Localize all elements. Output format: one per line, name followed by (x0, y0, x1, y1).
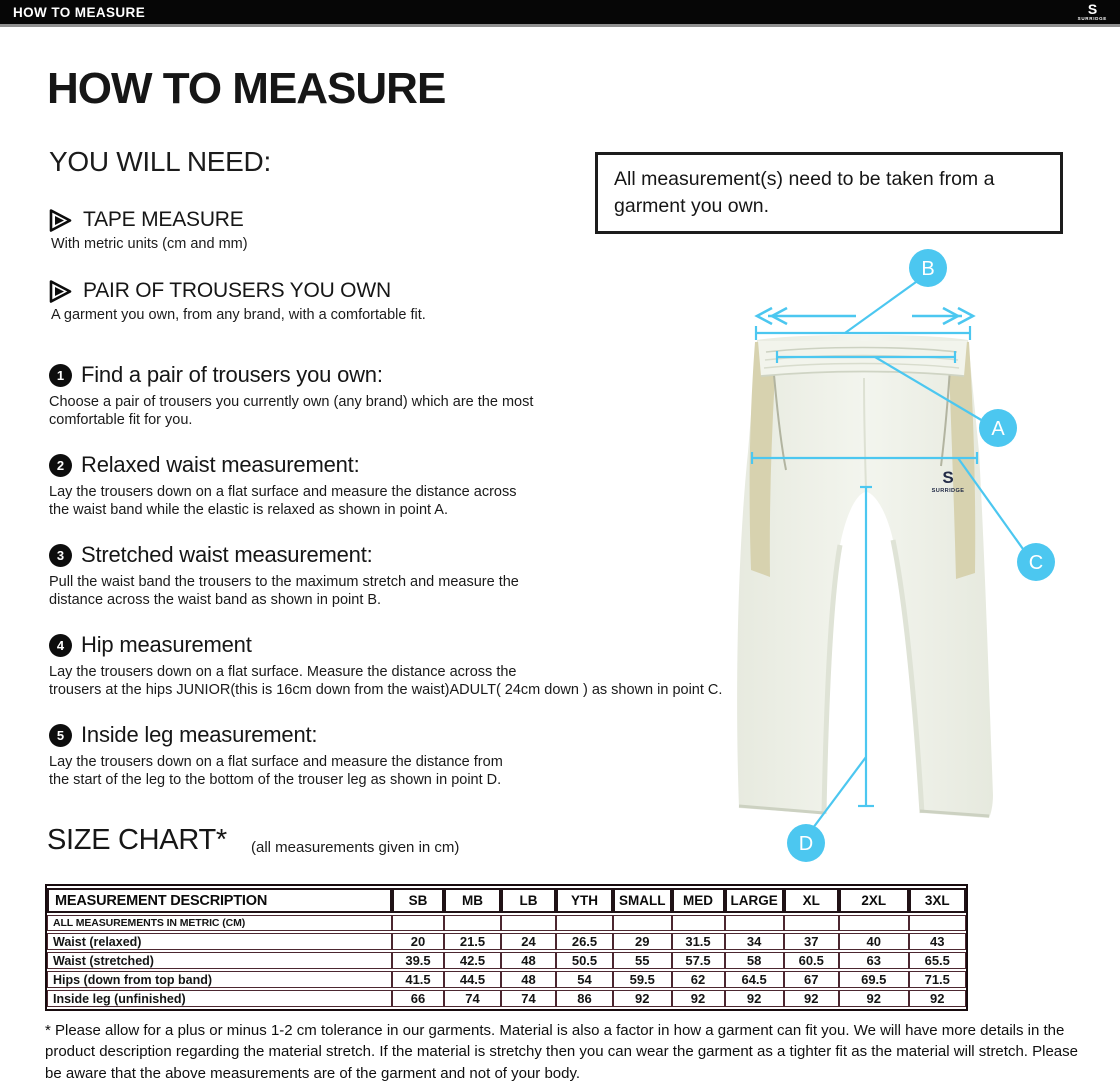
value-cell: 74 (444, 990, 501, 1007)
step-body (49, 663, 722, 699)
value-cell: 44.5 (444, 971, 501, 988)
footnote-text: * Please allow for a plus or minus 1-2 cm tolerance in our garments. Material is also a factor in how a garment can fit you. We will have more details in the product description regarding the material stretch. If the material is stretchy then you can wear the garment as a tighter fit as the material will stretch. Please be aware that the above measurements are of the garment and not of your body. (45, 1022, 1078, 1082)
notice-box (595, 152, 1063, 234)
empty-cell (501, 915, 556, 931)
value-cell: 92 (725, 990, 784, 1007)
point-c-badge (1017, 543, 1055, 581)
value-cell: 64.5 (725, 971, 784, 988)
value-cell: 50.5 (556, 952, 613, 969)
table-row (47, 990, 966, 1007)
value-cell: 71.5 (909, 971, 966, 988)
value-cell: 41.5 (392, 971, 444, 988)
svg-text:B: B (921, 258, 935, 280)
empty-cell (784, 915, 839, 931)
value-cell: 63 (839, 952, 909, 969)
empty-cell (556, 915, 613, 931)
value-cell: 86 (556, 990, 613, 1007)
step-body-line: trousers at the hips JUNIOR(this is 16cm down from the waist)ADULT( 24cm down ) as shown in point C. (49, 682, 723, 698)
description-header-cell: MEASUREMENT DESCRIPTION (47, 888, 392, 913)
step-body-line: Lay the trousers down on a flat surface and measure the distance from (49, 754, 503, 770)
steps-list (49, 362, 722, 812)
value-cell: 29 (613, 933, 672, 950)
stretch-arrow-right-icon (912, 308, 973, 324)
need-item-note: A garment you own, from any brand, with a comfortable fit. (51, 307, 426, 323)
value-cell: 48 (501, 952, 556, 969)
value-cell: 55 (613, 952, 672, 969)
step-item (49, 542, 722, 608)
svg-text:SURRIDGE: SURRIDGE (931, 488, 965, 494)
value-cell: 66 (392, 990, 444, 1007)
value-cell: 92 (672, 990, 725, 1007)
you-will-need-list (49, 208, 426, 350)
step-item (49, 632, 722, 698)
value-cell: 26.5 (556, 933, 613, 950)
size-header-cell: LARGE (725, 888, 784, 913)
brand-logo (1078, 3, 1107, 21)
size-header-cell: SMALL (613, 888, 672, 913)
value-cell: 67 (784, 971, 839, 988)
value-cell: 40 (839, 933, 909, 950)
step-body-line: the waist band while the elastic is relaxed as shown in point A. (49, 502, 448, 518)
step-number-badge: 4 (49, 634, 72, 657)
size-chart-caption: (all measurements given in cm) (251, 839, 460, 856)
row-label-cell: Waist (relaxed) (47, 933, 392, 950)
svg-text:C: C (1028, 552, 1044, 574)
value-cell: 54 (556, 971, 613, 988)
value-cell: 21.5 (444, 933, 501, 950)
value-cell: 59.5 (613, 971, 672, 988)
step-number-badge: 5 (49, 724, 72, 747)
value-cell: 60.5 (784, 952, 839, 969)
step-body-line: Pull the waist band the trousers to the maximum stretch and measure the (49, 574, 519, 590)
size-header-cell: XL (784, 888, 839, 913)
step-title: Find a pair of trousers you own: (81, 362, 383, 387)
step-body-line: Lay the trousers down on a flat surface. Measure the distance across the (49, 664, 517, 680)
table-row (47, 971, 966, 988)
you-will-need-heading: YOU WILL NEED: (49, 146, 271, 177)
table-body (47, 933, 966, 1007)
svg-text:A: A (991, 418, 1005, 440)
brand-wordmark: SURRIDGE (1077, 16, 1107, 22)
value-cell: 74 (501, 990, 556, 1007)
step-body-line: Choose a pair of trousers you currently own (any brand) which are the most (49, 394, 534, 410)
value-cell: 62 (672, 971, 725, 988)
empty-cell (613, 915, 672, 931)
size-header-cell: MB (444, 888, 501, 913)
size-chart-heading: SIZE CHART* (47, 824, 227, 856)
value-cell: 24 (501, 933, 556, 950)
table-header-row (47, 888, 966, 913)
value-cell: 48 (501, 971, 556, 988)
value-cell: 43 (909, 933, 966, 950)
need-item-label: PAIR OF TROUSERS YOU OWN (83, 279, 391, 302)
step-title: Stretched waist measurement: (81, 542, 373, 567)
value-cell: 57.5 (672, 952, 725, 969)
step-body (49, 753, 722, 789)
page-title: HOW TO MEASURE (47, 64, 446, 113)
point-d-badge (787, 824, 825, 862)
step-body (49, 573, 722, 609)
row-label-cell: Waist (stretched) (47, 952, 392, 969)
empty-cell (839, 915, 909, 931)
value-cell: 34 (725, 933, 784, 950)
step-body-line: the start of the leg to the bottom of the trouser leg as shown in point D. (49, 772, 502, 788)
trousers-measurement-figure (690, 240, 1120, 880)
step-number-badge: 1 (49, 364, 72, 387)
step-item (49, 452, 722, 518)
step-body (49, 483, 722, 519)
size-header-cell: SB (392, 888, 444, 913)
need-item (49, 208, 426, 252)
topbar-title: HOW TO MEASURE (13, 4, 146, 20)
step-body-line: distance across the waist band as shown in point B. (49, 592, 382, 608)
step-title: Hip measurement (81, 632, 252, 657)
step-item (49, 722, 722, 788)
size-header-cell: LB (501, 888, 556, 913)
value-cell: 37 (784, 933, 839, 950)
value-cell: 92 (839, 990, 909, 1007)
size-header-cell: YTH (556, 888, 613, 913)
value-cell: 31.5 (672, 933, 725, 950)
empty-cell (672, 915, 725, 931)
need-item-label: TAPE MEASURE (83, 208, 244, 231)
empty-cell (909, 915, 966, 931)
size-chart-table (45, 884, 968, 1011)
empty-cell (725, 915, 784, 931)
callout-line-b (845, 282, 916, 333)
size-header-cell: 3XL (909, 888, 966, 913)
point-a-badge (979, 409, 1017, 447)
step-title: Inside leg measurement: (81, 722, 318, 747)
play-triangle-icon (49, 280, 72, 303)
metric-note-row (47, 915, 966, 931)
step-number-badge: 2 (49, 454, 72, 477)
value-cell: 65.5 (909, 952, 966, 969)
point-b-badge (909, 249, 947, 287)
value-cell: 92 (909, 990, 966, 1007)
metric-note-cell: ALL MEASUREMENTS IN METRIC (CM) (47, 915, 392, 931)
table-row (47, 952, 966, 969)
svg-text:S: S (942, 468, 954, 487)
value-cell: 42.5 (444, 952, 501, 969)
step-number-badge: 3 (49, 544, 72, 567)
svg-text:D: D (798, 833, 814, 855)
value-cell: 39.5 (392, 952, 444, 969)
value-cell: 69.5 (839, 971, 909, 988)
size-header-cell: MED (672, 888, 725, 913)
stretch-arrow-left-icon (757, 308, 856, 324)
empty-cell (444, 915, 501, 931)
step-title: Relaxed waist measurement: (81, 452, 360, 477)
need-item (49, 279, 426, 323)
step-body-line: comfortable fit for you. (49, 412, 193, 428)
need-item-note: With metric units (cm and mm) (51, 236, 248, 252)
play-triangle-icon (49, 209, 72, 232)
step-item (49, 362, 722, 428)
row-label-cell: Hips (down from top band) (47, 971, 392, 988)
step-body-line: Lay the trousers down on a flat surface and measure the distance across (49, 484, 517, 500)
value-cell: 92 (784, 990, 839, 1007)
value-cell: 20 (392, 933, 444, 950)
table-row (47, 933, 966, 950)
top-bar (0, 0, 1120, 27)
empty-cell (392, 915, 444, 931)
step-body (49, 393, 722, 429)
value-cell: 58 (725, 952, 784, 969)
notice-text: All measurement(s) need to be taken from a garment you own. (614, 168, 995, 217)
surridge-s-icon: S (1087, 1, 1097, 18)
row-label-cell: Inside leg (unfinished) (47, 990, 392, 1007)
value-cell: 92 (613, 990, 672, 1007)
size-header-cell: 2XL (839, 888, 909, 913)
